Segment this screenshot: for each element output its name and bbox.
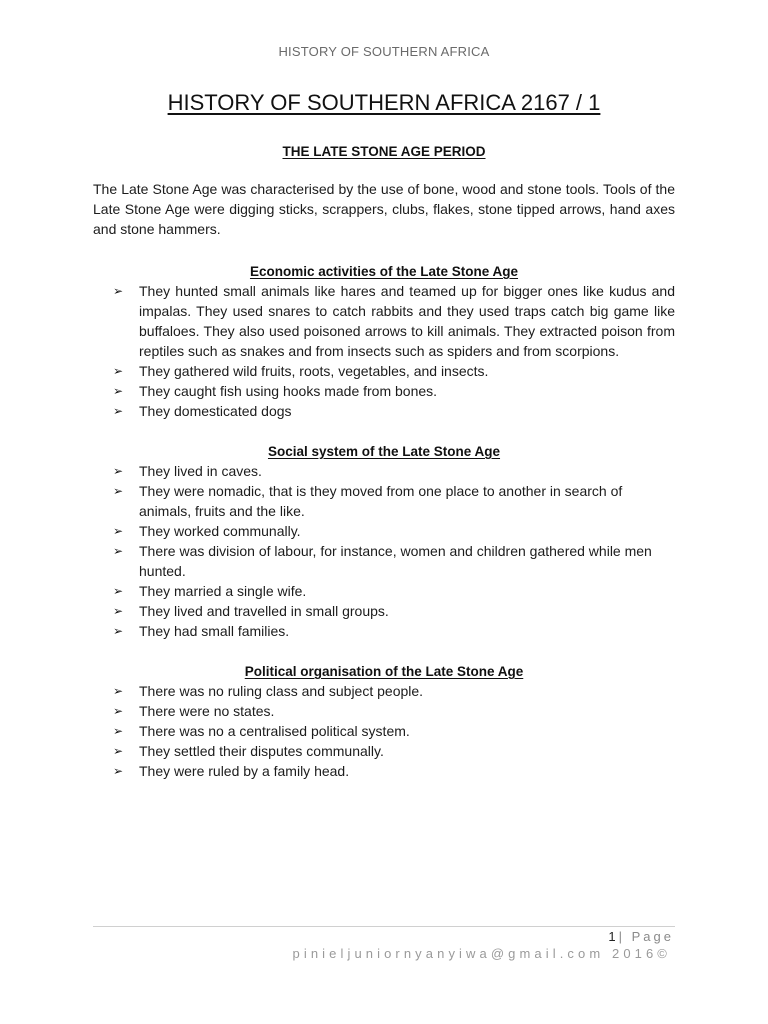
arrow-bullet-icon: ➢ [113, 544, 124, 558]
list-item-text: There was no a centralised political system. [139, 723, 410, 739]
document-title: HISTORY OF SOUTHERN AFRICA 2167 / 1 [167, 90, 601, 115]
arrow-bullet-icon: ➢ [113, 464, 124, 478]
list-item-text: They were ruled by a family head. [139, 763, 350, 779]
list-item [93, 741, 675, 761]
list-item [93, 581, 675, 601]
list-item-text: There was division of labour, for instance, women and children gathered while men hunted. [139, 543, 652, 579]
footer-divider [93, 926, 675, 927]
list-item [93, 721, 675, 741]
arrow-bullet-icon: ➢ [113, 584, 124, 598]
list-item-text: They had small families. [139, 623, 290, 639]
list-item-text: They gathered wild fruits, roots, vegetables, and insects. [139, 363, 489, 379]
arrow-bullet-icon: ➢ [113, 364, 124, 378]
social-list [93, 461, 675, 641]
arrow-bullet-icon: ➢ [113, 604, 124, 618]
page-number-value: 1 [608, 929, 619, 944]
list-item [93, 401, 675, 421]
footer-email: pinieljuniornyanyiwa@gmail.com 2016© [292, 946, 671, 961]
arrow-bullet-icon: ➢ [113, 744, 124, 758]
list-item [93, 601, 675, 621]
arrow-bullet-icon: ➢ [113, 724, 124, 738]
arrow-bullet-icon: ➢ [113, 764, 124, 778]
list-item [93, 461, 675, 481]
running-header: HISTORY OF SOUTHERN AFRICA [278, 44, 490, 59]
arrow-bullet-icon: ➢ [113, 384, 124, 398]
list-item-text: They hunted small animals like hares and teamed up for bigger ones like kudus and impalas. They used snares to catch rabbits and they used traps catch big game like buffaloes. They also used poisoned arrows to kill animals. They extracted poison from reptiles such as snakes and from insects such as spiders and from scorpions. [139, 283, 675, 359]
list-item-text: They lived in caves. [139, 463, 262, 479]
arrow-bullet-icon: ➢ [113, 484, 124, 498]
list-item [93, 381, 675, 401]
heading-political-organisation: Political organisation of the Late Stone Age [244, 664, 524, 679]
list-item-text: They were nomadic, that is they moved from one place to another in search of animals, fruits and the like. [139, 483, 623, 519]
list-item-text: They caught fish using hooks made from bones. [139, 383, 438, 399]
arrow-bullet-icon: ➢ [113, 624, 124, 638]
list-item [93, 701, 675, 721]
arrow-bullet-icon: ➢ [113, 404, 124, 418]
arrow-bullet-icon: ➢ [113, 684, 124, 698]
list-item-text: There was no ruling class and subject people. [139, 683, 424, 699]
list-item [93, 361, 675, 381]
economic-list [93, 281, 675, 421]
list-item [93, 281, 675, 361]
arrow-bullet-icon: ➢ [113, 524, 124, 538]
page-label: | Page [618, 929, 674, 944]
list-item [93, 541, 675, 581]
list-item [93, 761, 675, 781]
list-item-text: They married a single wife. [139, 583, 307, 599]
heading-economic-activities: Economic activities of the Late Stone Age [249, 264, 519, 279]
list-item-text: They settled their disputes communally. [139, 743, 384, 759]
arrow-bullet-icon: ➢ [113, 704, 124, 718]
list-item-text: They lived and travelled in small groups. [139, 603, 389, 619]
list-item-text: There were no states. [139, 703, 275, 719]
arrow-bullet-icon: ➢ [113, 284, 124, 298]
section-title-late-stone-age: THE LATE STONE AGE PERIOD [282, 144, 486, 159]
political-list [93, 681, 675, 781]
list-item [93, 681, 675, 701]
list-item [93, 621, 675, 641]
heading-social-system: Social system of the Late Stone Age [267, 444, 501, 459]
page-number [608, 929, 674, 944]
intro-paragraph: The Late Stone Age was characterised by the use of bone, wood and stone tools. Tools of the Late Stone Age were digging sticks, scrappers, clubs, flakes, stone tipped arrows, hand axes and stone hammers. [93, 181, 675, 238]
list-item [93, 521, 675, 541]
list-item [93, 481, 675, 521]
list-item-text: They domesticated dogs [139, 403, 292, 419]
list-item-text: They worked communally. [139, 523, 301, 539]
